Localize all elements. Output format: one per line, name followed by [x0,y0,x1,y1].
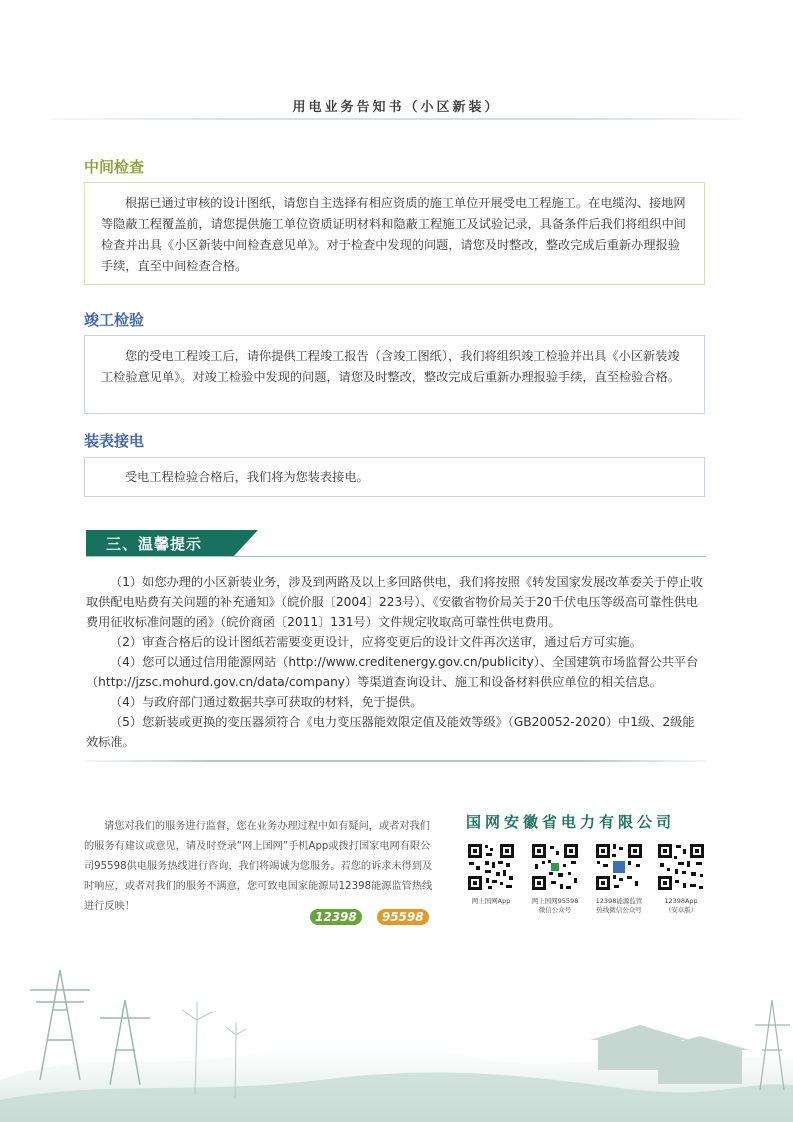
hotline-logos [310,906,439,925]
header-divider [52,118,742,120]
landscape-illustration [0,930,793,1122]
company-name: 国网安徽省电力有限公司 [466,813,676,831]
section-heading-intermediate-inspection: 中间检查 [84,158,145,176]
section-body-intermediate-inspection: 根据已通过审核的设计图纸，请您自主选择有相应资质的施工单位开展受电工程施工。在电缆沟、接地网等隐蔽工程覆盖前，请您提供施工单位资质证明材料和隐蔽工程施工及试验记录，具备条件后我们将组织中间检查并出具《小区新装中间检查意见单》。对于检查中发现的问题，请您及时整改，整改完成后重新办理报验手续，直至中间检查合格。 [84,182,705,285]
tip-item: （2）审查合格后的设计图纸若需要变更设计，应将变更后的设计文件再次送审，通过后方可实施。 [110,635,642,649]
logo-95598: 95598 [377,909,429,925]
section-body-completion-inspection: 您的受电工程竣工后，请你提供工程竣工报告（含竣工图纸），我们将组织竣工检验并出具《小区新装竣工检验意见单》。对竣工检验中发现的问题，请您及时整改，整改完成后重新办理报验手续，直至检验合格。 [84,335,705,414]
section-body-meter-installation: 受电工程检验合格后，我们将为您装表接电。 [84,457,705,497]
tip-item: （5）您新装或更换的变压器须符合《电力变压器能效限定值及能效等级》（GB20052-2020）中1级、2级能效标准。 [86,715,695,749]
tip-item: （4）与政府部门通过数据共享可获取的材料，免于提供。 [110,695,423,709]
qr-caption: 12398App （安卓版） [664,897,698,914]
qr-caption: 网上国网95598 微信公众号 [531,897,579,914]
page-title: 用电业务告知书（小区新装） [292,100,501,115]
qr-code-icon [594,842,644,892]
tips-list [86,572,706,752]
supervision-text: 请您对我们的服务进行监督，您在业务办理过程中如有疑问，或者对我们的服务有建议或意见，请及时登录“网上国网”手机App或拨打国家电网有限公司95598供电服务热线进行咨询，我们将竭诚为您服务。若您的诉求未得到及时响应，或者对我们的服务不满意，您可致电国家能源局12398能源监管热线进行反映！ [84,821,433,912]
qr-code-icon [656,842,706,892]
section-heading-completion-inspection: 竣工检验 [84,311,145,329]
qr-caption: 网上国网App [471,897,511,905]
tips-title: 三、温馨提示 [106,535,203,553]
qr-code-icon [530,842,580,892]
footer-divider [86,760,706,762]
tip-item: （1）如您办理的小区新装业务，涉及到两路及以上多回路供电，我们将按照《转发国家发展改革委关于停止收取供配电贴费有关问题的补充通知》（皖价服〔2004〕223号）、《安徽省物价局关于20千伏电压等级高可靠性供电费用征收标准问题的函》（皖价商函〔2011〕131号）文件规定收取高可靠性供电费用。 [86,575,703,629]
tips-underline [86,556,706,557]
section-heading-meter-installation: 装表接电 [84,432,145,450]
tips-banner [86,530,266,556]
tip-item: （4）您可以通过信用能源网站（http://www.creditenergy.gov.cn/publicity）、全国建筑市场监督公共平台（http://jzsc.mohurd.gov.cn/data/company）等渠道查询设计、施工和设备材料供应单位的相关信息。 [86,655,699,689]
qr-code-icon [466,842,516,892]
logo-12398: 12398 [310,909,362,925]
qr-caption: 12398能源监管 热线微信公众号 [595,897,643,914]
